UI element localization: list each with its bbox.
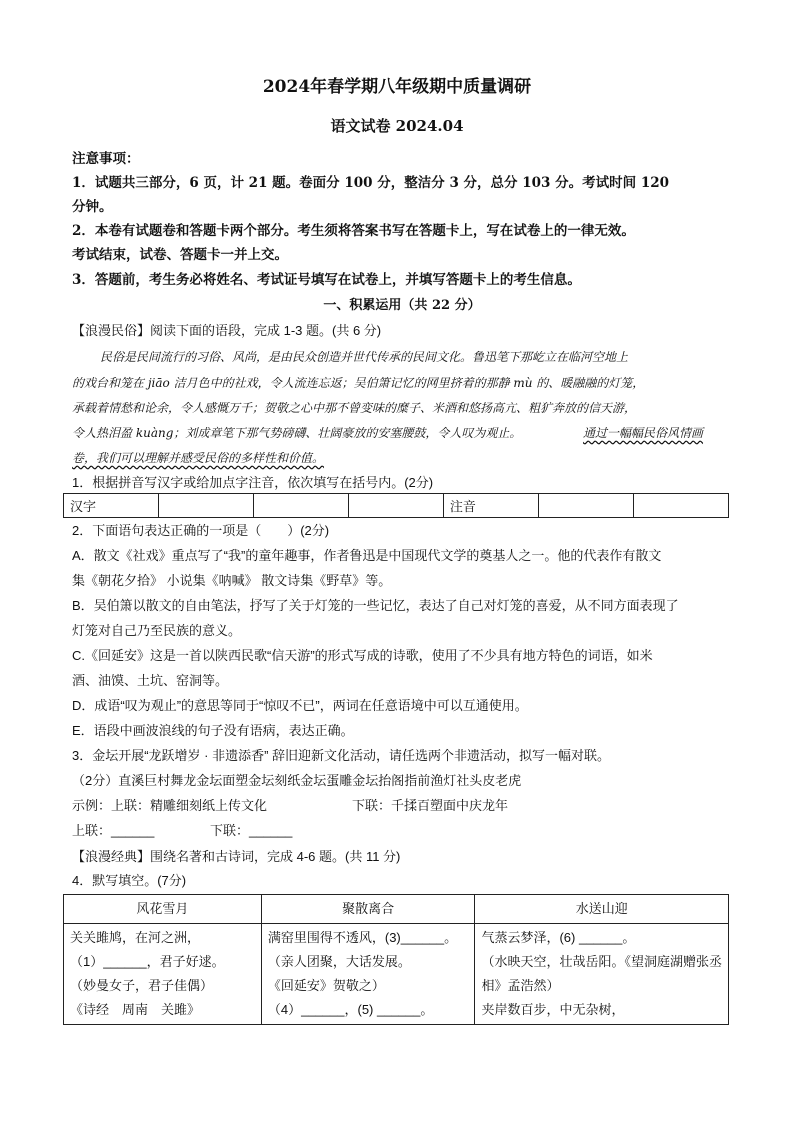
option-b-cont: 灯笼对自己乃至民族的意义。	[72, 623, 242, 638]
cell-line-blank[interactable]: （1）______，君子好逑。	[70, 954, 225, 969]
option-c-cont: 酒、油馍、土坑、窑洞等。	[72, 673, 229, 688]
section-heading: 一、积累运用（共 22 分）	[323, 298, 481, 313]
section-intro-2: 【浪漫经典】围绕名著和古诗词，完成 4-6 题。(共 11 分)	[72, 849, 401, 864]
example-lower-couplet: 下联：千揉百塑面中庆龙年	[352, 798, 509, 813]
answer-table-q1	[63, 493, 729, 518]
passage-line: 民俗是民间流行的习俗、风尚，是由民众创造并世代传承的民间文化。鲁迅笔下那屹立在临河空地上	[100, 350, 629, 364]
passage-line: 令人热泪盈 kuàng；刘成章笔下那气势磅礴、壮阔豪放的安塞腰鼓，令人叹为观止。	[72, 426, 522, 440]
cell-line-blank[interactable]: （4）______，(5) ______。	[267, 1002, 434, 1017]
cell-line-blank[interactable]: 满窑里围得不透风，(3)______。	[267, 930, 458, 945]
col-head-3: 水送山迎	[475, 895, 729, 924]
cell-line: 《回延安》贺敬之）	[267, 978, 385, 993]
answer-cell[interactable]	[633, 494, 728, 518]
question-2: 2．下面语句表达正确的一项是（ ）(2分)	[72, 523, 330, 538]
example-upper-couplet: 示例：上联：精雕细刻纸上传文化	[72, 798, 268, 813]
cell-line: （妙曼女子，君子佳偶）	[70, 978, 214, 993]
notice-item-2: 2．本卷有试题卷和答题卡两个部分。考生须将答案书写在答题卡上，写在试卷上的一律无效。	[72, 223, 635, 239]
answer-lower-couplet[interactable]: 下联：______	[210, 823, 293, 838]
passage-intro: 【浪漫民俗】阅读下面的语段，完成 1-3 题。(共 6 分)	[72, 323, 382, 338]
col-body-1	[64, 924, 262, 1025]
option-c: C.《回延安》这是一首以陕西民歌“信天游”的形式写成的诗歌，使用了不少具有地方特色的词语，如米	[72, 648, 653, 663]
option-a: A．散文《社戏》重点写了“我”的童年趣事，作者鲁迅是中国现代文学的奠基人之一。他的代表作有散文	[72, 548, 662, 563]
cell-line-blank[interactable]: 气蒸云梦泽，(6) ______。	[481, 930, 636, 945]
question-4: 4．默写填空。(7分)	[72, 873, 187, 888]
notice-item-1: 1．试题共三部分，6 页，计 21 题。卷面分 100 分，整洁分 3 分，总分 103 分。考试时间 120	[72, 175, 670, 191]
answer-cell[interactable]	[254, 494, 349, 518]
col-body-2	[261, 924, 475, 1025]
answer-cell[interactable]	[539, 494, 634, 518]
recitation-table	[63, 894, 729, 1025]
passage-line: 的戏台和笼在 jiāo 洁月色中的社戏，令人流连忘返；吴伯箫记忆的网里挤着的那静 mù 的、暖融融的灯笼，	[72, 376, 645, 390]
cell-line: 相》孟浩然）	[481, 978, 560, 993]
passage-wavy-sentence: 通过一幅幅民俗风情画	[583, 426, 704, 440]
exam-title: 2024年春学期八年级期中质量调研	[262, 77, 532, 97]
option-d: D．成语“叹为观止”的意思等同于“惊叹不已”，两词在任意语境中可以互通使用。	[72, 698, 528, 713]
col-head-1: 风花雪月	[64, 895, 262, 924]
question-3: 3．金坛开展“龙跃增岁 · 非遗添香” 辞旧迎新文化活动，请任选两个非遗活动，拟写一幅对联。	[72, 748, 611, 763]
cell-line: 关关雎鸠，在河之洲，	[70, 930, 201, 945]
answer-upper-couplet[interactable]: 上联：______	[72, 823, 155, 838]
question-3-cont: （2分）直溪巨村舞龙金坛面塑金坛刻纸金坛蛋雕金坛抬阁指前渔灯社头皮老虎	[72, 773, 522, 788]
answer-cell[interactable]	[348, 494, 443, 518]
col-body-3	[475, 924, 729, 1025]
notice-item-2-cont: 考试结束，试卷、答题卡一并上交。	[72, 247, 288, 263]
cell-line: （水映天空，壮哉岳阳。《望洞庭湖赠张丞	[481, 954, 722, 969]
pinyin-label: 注音	[443, 494, 538, 518]
answer-cell[interactable]	[159, 494, 254, 518]
passage-wavy-sentence-cont: 卷，我们可以理解并感受民俗的多样性和价值。	[72, 451, 325, 465]
cell-line: 《诗经 周南 关雎》	[70, 1002, 201, 1017]
cell-line: （亲人团聚，大话发展。	[267, 954, 411, 969]
exam-subtitle: 语文试卷 2024.04	[330, 117, 464, 135]
option-b: B．吴伯箫以散文的自由笔法，抒写了关于灯笼的一些记忆，表达了自己对灯笼的喜爱，从不同方面表现了	[72, 598, 679, 613]
passage-line: 承载着情愁和论余，令人感慨万千；贺敬之心中那不曾变味的糜子、米酒和悠扬高亢、粗犷奔放的信天游，	[72, 401, 637, 415]
notice-heading: 注意事项：	[72, 151, 140, 167]
notice-item-1-cont: 分钟。	[72, 199, 113, 215]
cell-line: 夹岸数百步，中无杂树，	[481, 1002, 625, 1017]
option-e: E．语段中画波浪线的句子没有语病，表达正确。	[72, 723, 354, 738]
question-1: 1．根据拼音写汉字或给加点字注音，依次填写在括号内。(2分)	[72, 475, 434, 490]
notice-item-3: 3．答题前，考生务必将姓名、考试证号填写在试卷上，并填写答题卡上的考生信息。	[72, 272, 581, 288]
col-head-2: 聚散离合	[261, 895, 475, 924]
option-a-cont: 集《朝花夕拾》 小说集《呐喊》 散文诗集《野草》等。	[72, 573, 392, 588]
hanzi-label: 汉字	[64, 494, 159, 518]
